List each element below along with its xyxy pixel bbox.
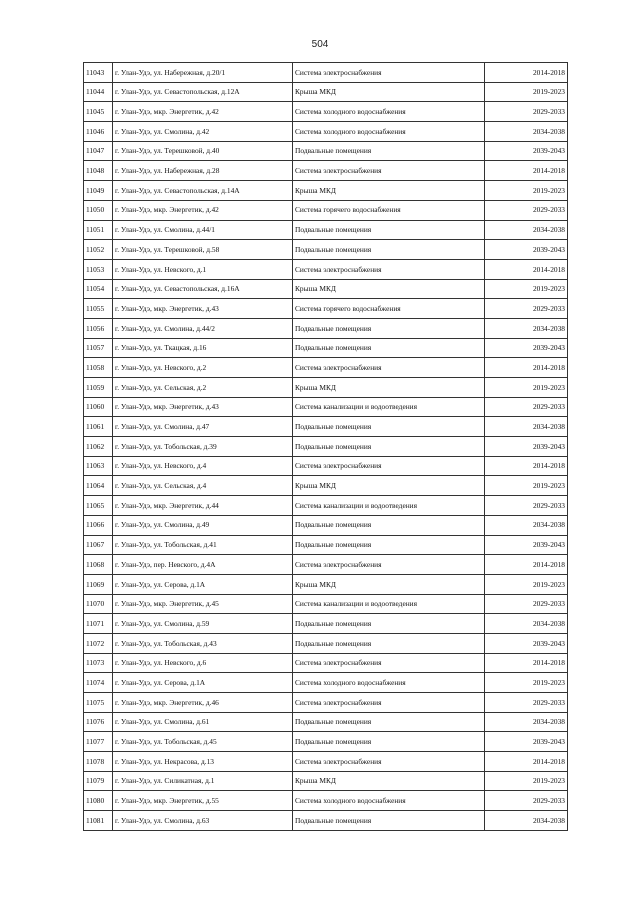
table-row [84, 318, 568, 338]
address-cell: г. Улан-Удэ, ул. Севастопольская, д.14А [113, 181, 293, 201]
address-cell: г. Улан-Удэ, мкр. Энергетик, д.43 [113, 397, 293, 417]
address-cell: г. Улан-Удэ, ул. Набережная, д.20/1 [113, 63, 293, 83]
address-cell: г. Улан-Удэ, ул. Серова, д.1А [113, 574, 293, 594]
period-cell: 2014-2018 [485, 456, 568, 476]
row-number: 11048 [84, 161, 113, 181]
table-row [84, 338, 568, 358]
address-cell: г. Улан-Удэ, ул. Смолина, д.44/1 [113, 220, 293, 240]
system-cell: Система электроснабжения [293, 259, 485, 279]
period-cell: 2039-2043 [485, 240, 568, 260]
address-cell: г. Улан-Удэ, пер. Невского, д.4А [113, 555, 293, 575]
row-number: 11061 [84, 417, 113, 437]
system-cell: Система электроснабжения [293, 358, 485, 378]
row-number: 11076 [84, 712, 113, 732]
row-number: 11051 [84, 220, 113, 240]
system-cell: Подвальные помещения [293, 338, 485, 358]
row-number: 11072 [84, 633, 113, 653]
table-row [84, 496, 568, 516]
table-row [84, 693, 568, 713]
system-cell: Система канализации и водоотведения [293, 594, 485, 614]
period-cell: 2014-2018 [485, 358, 568, 378]
address-cell: г. Улан-Удэ, ул. Невского, д.4 [113, 456, 293, 476]
address-cell: г. Улан-Удэ, ул. Тобольская, д.45 [113, 732, 293, 752]
row-number: 11077 [84, 732, 113, 752]
row-number: 11078 [84, 752, 113, 772]
address-cell: г. Улан-Удэ, ул. Смолина, д.49 [113, 515, 293, 535]
table-row [84, 811, 568, 831]
system-cell: Система электроснабжения [293, 456, 485, 476]
row-number: 11073 [84, 653, 113, 673]
table-row [84, 515, 568, 535]
address-cell: г. Улан-Удэ, ул. Серова, д.1А [113, 673, 293, 693]
address-cell: г. Улан-Удэ, мкр. Энергетик, д.45 [113, 594, 293, 614]
address-cell: г. Улан-Удэ, ул. Сельская, д.2 [113, 378, 293, 398]
table-row [84, 732, 568, 752]
period-cell: 2034-2038 [485, 417, 568, 437]
row-number: 11044 [84, 82, 113, 102]
table-row [84, 102, 568, 122]
system-cell: Подвальные помещения [293, 732, 485, 752]
row-number: 11065 [84, 496, 113, 516]
period-cell: 2019-2023 [485, 476, 568, 496]
address-cell: г. Улан-Удэ, мкр. Энергетик, д.42 [113, 102, 293, 122]
row-number: 11056 [84, 318, 113, 338]
address-cell: г. Улан-Удэ, ул. Смолина, д.59 [113, 614, 293, 634]
system-cell: Система холодного водоснабжения [293, 673, 485, 693]
row-number: 11068 [84, 555, 113, 575]
address-cell: г. Улан-Удэ, ул. Сельская, д.4 [113, 476, 293, 496]
period-cell: 2019-2023 [485, 378, 568, 398]
period-cell: 2014-2018 [485, 161, 568, 181]
system-cell: Система электроснабжения [293, 63, 485, 83]
table-row [84, 122, 568, 142]
period-cell: 2019-2023 [485, 771, 568, 791]
row-number: 11069 [84, 574, 113, 594]
row-number: 11054 [84, 279, 113, 299]
row-number: 11063 [84, 456, 113, 476]
period-cell: 2039-2043 [485, 633, 568, 653]
row-number: 11058 [84, 358, 113, 378]
table-row [84, 791, 568, 811]
system-cell: Подвальные помещения [293, 614, 485, 634]
table-row [84, 141, 568, 161]
row-number: 11060 [84, 397, 113, 417]
table-row [84, 633, 568, 653]
table-row [84, 614, 568, 634]
row-number: 11080 [84, 791, 113, 811]
period-cell: 2014-2018 [485, 752, 568, 772]
system-cell: Подвальные помещения [293, 141, 485, 161]
address-cell: г. Улан-Удэ, ул. Смолина, д.61 [113, 712, 293, 732]
row-number: 11052 [84, 240, 113, 260]
table-row [84, 476, 568, 496]
system-cell: Крыша МКД [293, 279, 485, 299]
system-cell: Крыша МКД [293, 771, 485, 791]
table-row [84, 594, 568, 614]
system-cell: Система электроснабжения [293, 693, 485, 713]
period-cell: 2019-2023 [485, 574, 568, 594]
system-cell: Система канализации и водоотведения [293, 496, 485, 516]
table-row [84, 653, 568, 673]
period-cell: 2014-2018 [485, 63, 568, 83]
period-cell: 2034-2038 [485, 811, 568, 831]
period-cell: 2019-2023 [485, 181, 568, 201]
address-cell: г. Улан-Удэ, ул. Силикатная, д.1 [113, 771, 293, 791]
system-cell: Подвальные помещения [293, 417, 485, 437]
system-cell: Подвальные помещения [293, 535, 485, 555]
table-row [84, 555, 568, 575]
system-cell: Система холодного водоснабжения [293, 791, 485, 811]
row-number: 11081 [84, 811, 113, 831]
system-cell: Система горячего водоснабжения [293, 299, 485, 319]
table-row [84, 240, 568, 260]
period-cell: 2029-2033 [485, 791, 568, 811]
period-cell: 2029-2033 [485, 496, 568, 516]
period-cell: 2039-2043 [485, 338, 568, 358]
system-cell: Крыша МКД [293, 181, 485, 201]
row-number: 11049 [84, 181, 113, 201]
row-number: 11046 [84, 122, 113, 142]
system-cell: Крыша МКД [293, 476, 485, 496]
address-cell: г. Улан-Удэ, ул. Тобольская, д.41 [113, 535, 293, 555]
address-cell: г. Улан-Удэ, ул. Невского, д.6 [113, 653, 293, 673]
row-number: 11064 [84, 476, 113, 496]
system-cell: Система горячего водоснабжения [293, 200, 485, 220]
period-cell: 2034-2038 [485, 318, 568, 338]
address-cell: г. Улан-Удэ, ул. Набережная, д.28 [113, 161, 293, 181]
row-number: 11079 [84, 771, 113, 791]
system-cell: Система канализации и водоотведения [293, 397, 485, 417]
system-cell: Система холодного водоснабжения [293, 122, 485, 142]
row-number: 11045 [84, 102, 113, 122]
period-cell: 2029-2033 [485, 102, 568, 122]
period-cell: 2014-2018 [485, 555, 568, 575]
address-cell: г. Улан-Удэ, ул. Ткацкая, д.16 [113, 338, 293, 358]
table-row [84, 574, 568, 594]
address-cell: г. Улан-Удэ, ул. Терешковой, д.40 [113, 141, 293, 161]
period-cell: 2034-2038 [485, 614, 568, 634]
period-cell: 2019-2023 [485, 279, 568, 299]
system-cell: Система электроснабжения [293, 752, 485, 772]
table-row [84, 417, 568, 437]
system-cell: Подвальные помещения [293, 712, 485, 732]
system-cell: Крыша МКД [293, 82, 485, 102]
table-row [84, 161, 568, 181]
address-cell: г. Улан-Удэ, ул. Терешковой, д.58 [113, 240, 293, 260]
table-row [84, 437, 568, 457]
period-cell: 2034-2038 [485, 220, 568, 240]
period-cell: 2034-2038 [485, 712, 568, 732]
system-cell: Подвальные помещения [293, 240, 485, 260]
address-cell: г. Улан-Удэ, ул. Смолина, д.44/2 [113, 318, 293, 338]
address-cell: г. Улан-Удэ, ул. Тобольская, д.43 [113, 633, 293, 653]
table-row [84, 456, 568, 476]
row-number: 11047 [84, 141, 113, 161]
row-number: 11075 [84, 693, 113, 713]
system-cell: Крыша МКД [293, 574, 485, 594]
period-cell: 2039-2043 [485, 535, 568, 555]
system-cell: Система электроснабжения [293, 653, 485, 673]
row-number: 11070 [84, 594, 113, 614]
system-cell: Подвальные помещения [293, 633, 485, 653]
system-cell: Крыша МКД [293, 378, 485, 398]
period-cell: 2014-2018 [485, 653, 568, 673]
period-cell: 2029-2033 [485, 693, 568, 713]
table-row [84, 181, 568, 201]
page-number: 504 [311, 39, 329, 50]
system-cell: Система электроснабжения [293, 555, 485, 575]
row-number: 11043 [84, 63, 113, 83]
address-cell: г. Улан-Удэ, мкр. Энергетик, д.44 [113, 496, 293, 516]
table-row [84, 771, 568, 791]
period-cell: 2029-2033 [485, 594, 568, 614]
table-row [84, 63, 568, 83]
row-number: 11071 [84, 614, 113, 634]
address-cell: г. Улан-Удэ, ул. Севастопольская, д.16А [113, 279, 293, 299]
system-cell: Подвальные помещения [293, 811, 485, 831]
table-row [84, 82, 568, 102]
address-cell: г. Улан-Удэ, ул. Некрасова, д.13 [113, 752, 293, 772]
table-row [84, 712, 568, 732]
table-row [84, 752, 568, 772]
address-cell: г. Улан-Удэ, ул. Невского, д.1 [113, 259, 293, 279]
address-cell: г. Улан-Удэ, мкр. Энергетик, д.46 [113, 693, 293, 713]
row-number: 11066 [84, 515, 113, 535]
table-row [84, 279, 568, 299]
registry-table [83, 62, 568, 831]
table-row [84, 535, 568, 555]
period-cell: 2014-2018 [485, 259, 568, 279]
address-cell: г. Улан-Удэ, мкр. Энергетик, д.43 [113, 299, 293, 319]
system-cell: Система электроснабжения [293, 161, 485, 181]
table-row [84, 397, 568, 417]
table-row [84, 673, 568, 693]
period-cell: 2039-2043 [485, 732, 568, 752]
period-cell: 2034-2038 [485, 122, 568, 142]
period-cell: 2029-2033 [485, 200, 568, 220]
address-cell: г. Улан-Удэ, ул. Смолина, д.42 [113, 122, 293, 142]
row-number: 11074 [84, 673, 113, 693]
period-cell: 2039-2043 [485, 141, 568, 161]
address-cell: г. Улан-Удэ, мкр. Энергетик, д.42 [113, 200, 293, 220]
row-number: 11057 [84, 338, 113, 358]
table-row [84, 378, 568, 398]
address-cell: г. Улан-Удэ, ул. Невского, д.2 [113, 358, 293, 378]
table-row [84, 220, 568, 240]
period-cell: 2029-2033 [485, 299, 568, 319]
row-number: 11059 [84, 378, 113, 398]
table-row [84, 358, 568, 378]
row-number: 11067 [84, 535, 113, 555]
system-cell: Подвальные помещения [293, 318, 485, 338]
row-number: 11053 [84, 259, 113, 279]
row-number: 11062 [84, 437, 113, 457]
registry-table-body [84, 63, 568, 831]
row-number: 11055 [84, 299, 113, 319]
period-cell: 2029-2033 [485, 397, 568, 417]
period-cell: 2019-2023 [485, 82, 568, 102]
table-row [84, 299, 568, 319]
address-cell: г. Улан-Удэ, ул. Севастопольская, д.12А [113, 82, 293, 102]
system-cell: Подвальные помещения [293, 437, 485, 457]
table-row [84, 200, 568, 220]
address-cell: г. Улан-Удэ, ул. Смолина, д.63 [113, 811, 293, 831]
table-row [84, 259, 568, 279]
system-cell: Подвальные помещения [293, 515, 485, 535]
address-cell: г. Улан-Удэ, мкр. Энергетик, д.55 [113, 791, 293, 811]
period-cell: 2019-2023 [485, 673, 568, 693]
period-cell: 2034-2038 [485, 515, 568, 535]
row-number: 11050 [84, 200, 113, 220]
system-cell: Подвальные помещения [293, 220, 485, 240]
system-cell: Система холодного водоснабжения [293, 102, 485, 122]
period-cell: 2039-2043 [485, 437, 568, 457]
address-cell: г. Улан-Удэ, ул. Смолина, д.47 [113, 417, 293, 437]
address-cell: г. Улан-Удэ, ул. Тобольская, д.39 [113, 437, 293, 457]
